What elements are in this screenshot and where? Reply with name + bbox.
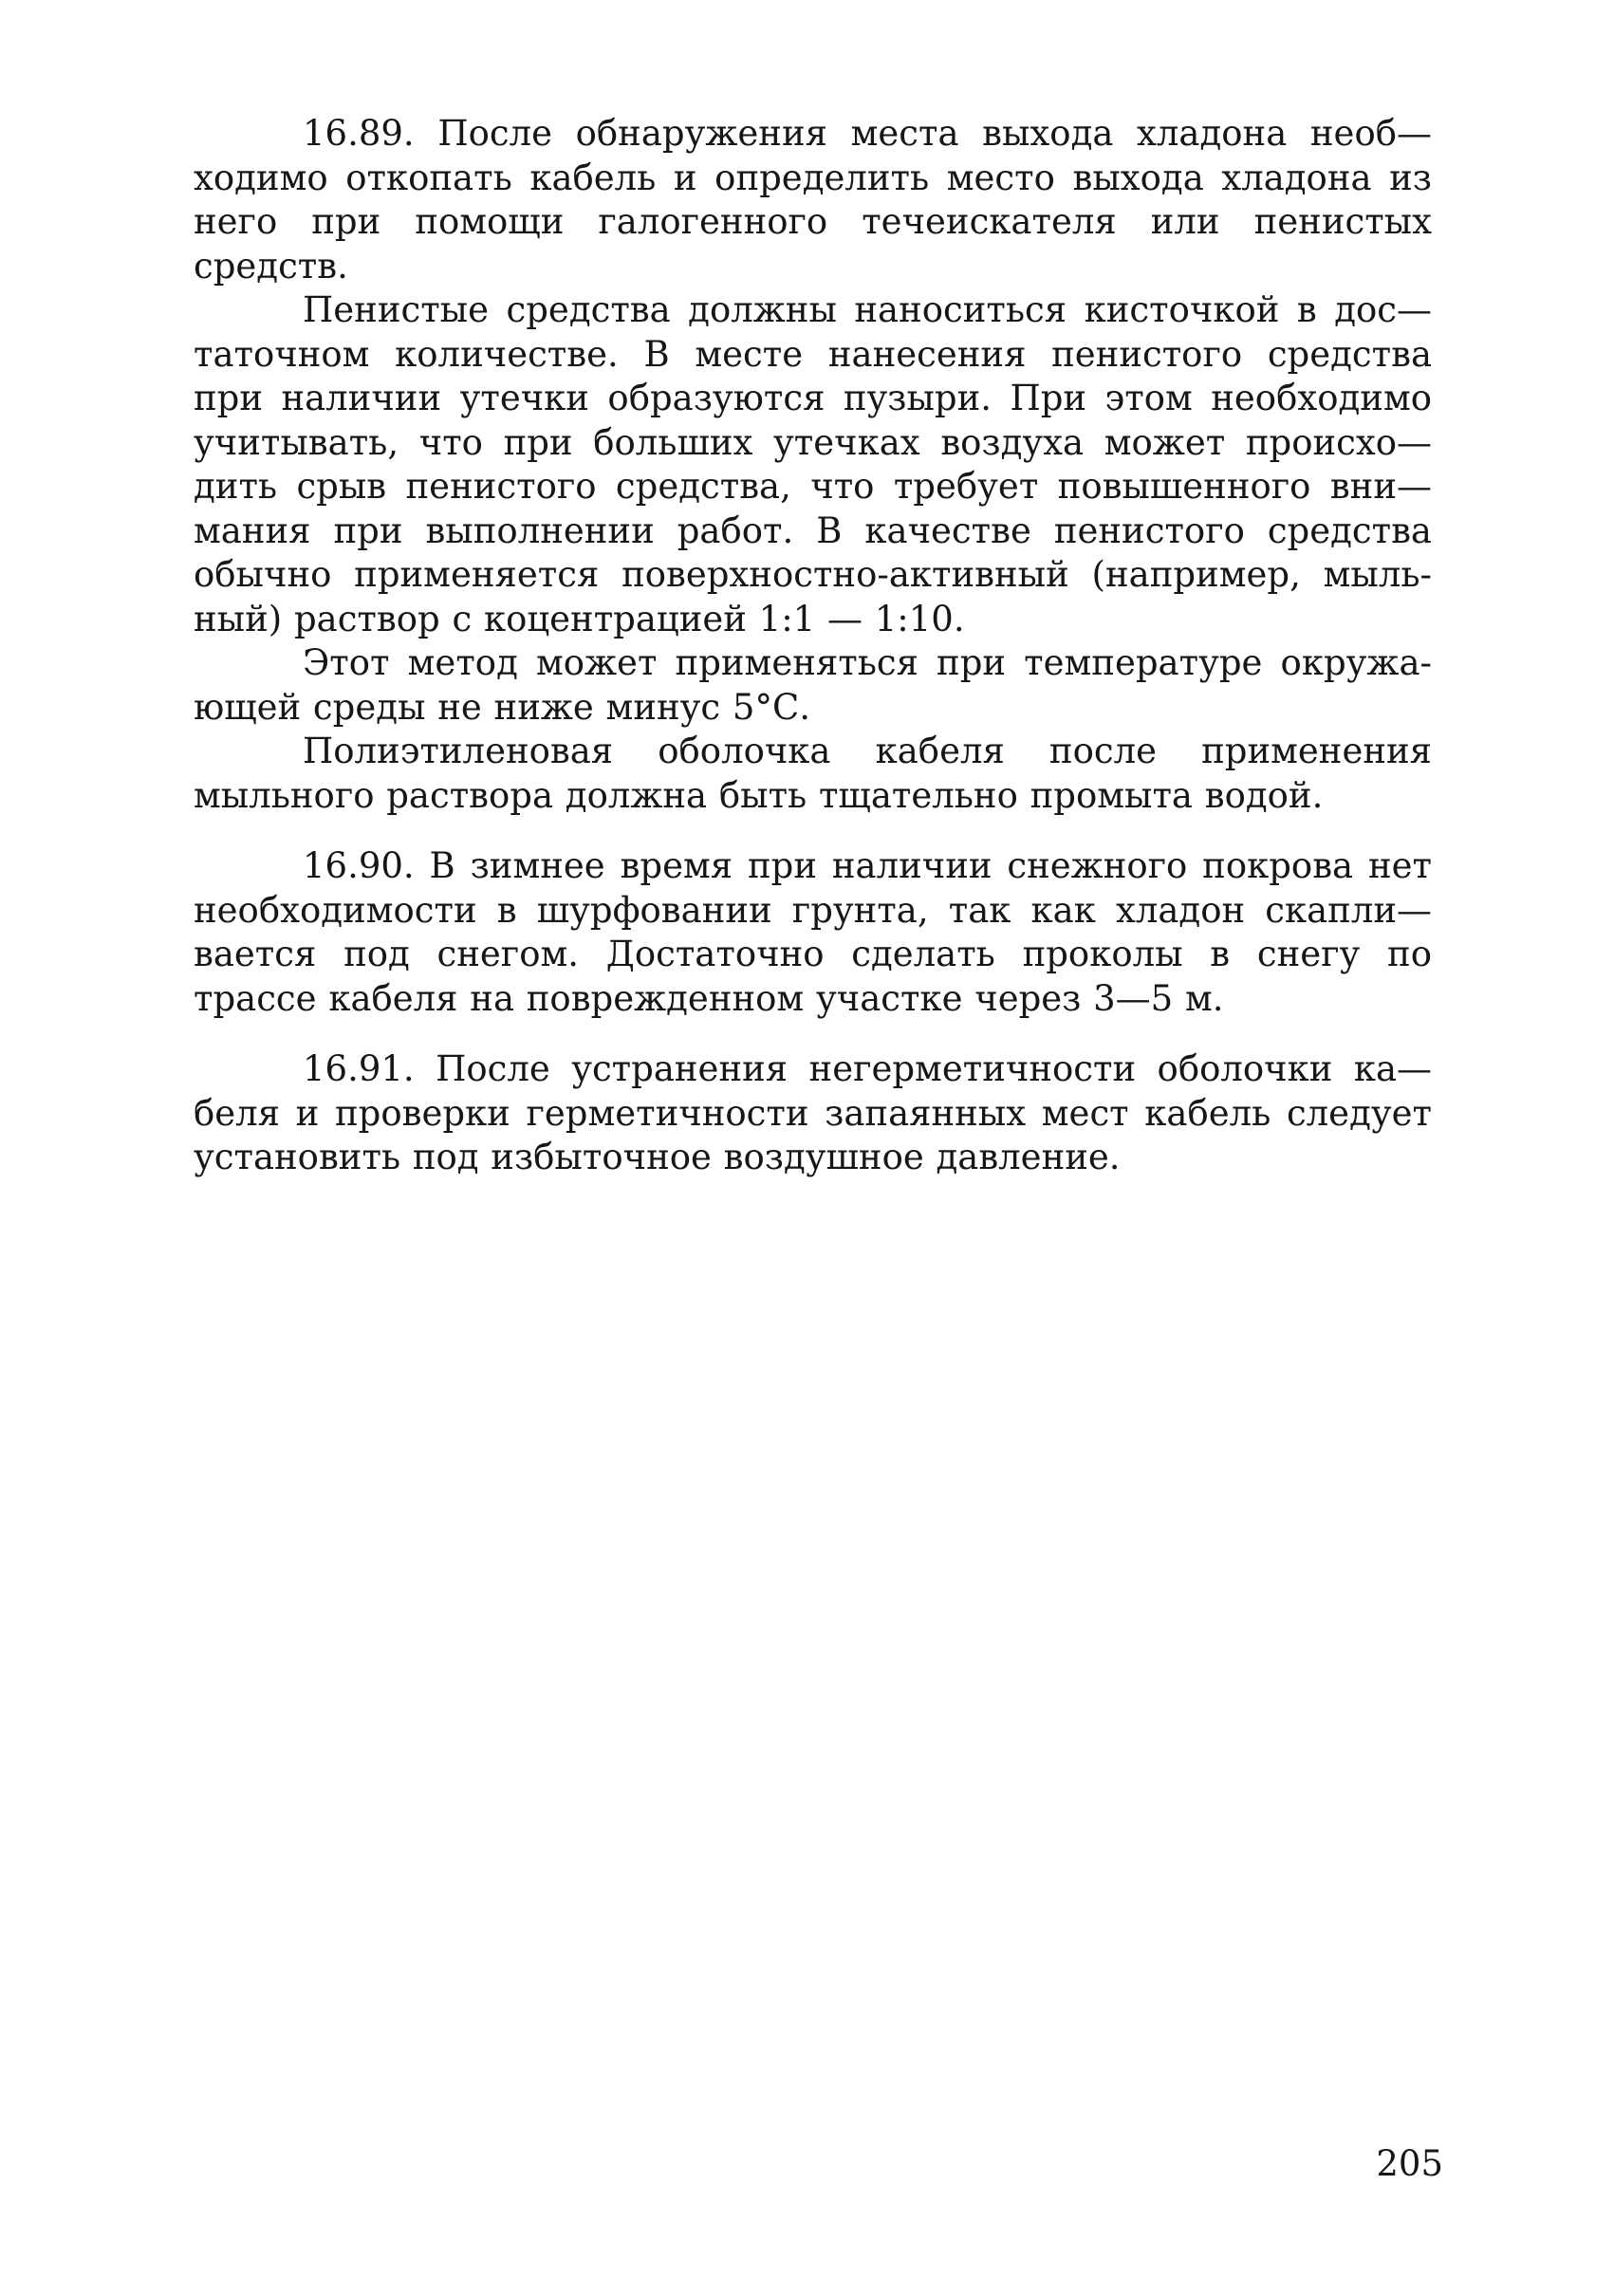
paragraph-foaming-agents: Пенистые средства должны наноситься кисточкой в дос—таточном количестве. В месте нанесения пенистого средства при наличии утечки образуются пузыри. При этом необходимо учитывать, что при больших утечках воздуха может происхо—дить срыв пенистого средства, что требует повышенного вни—мания при выполнении работ. В качестве пенистого средства обычно применяется поверхностно-активный (например, мыль-ный) раствор с коцентрацией 1:1 — 1:10. — [194, 289, 1432, 639]
page-number: 205 — [1376, 2143, 1443, 2184]
paragraph-16-91: 16.91. После устранения негерметичности оболочки ка—беля и проверки герметичности запаянных мест кабель следует установить под избыточное воздушное давление. — [194, 1048, 1432, 1177]
paragraph-temperature-limit: Этот метод может применяться при температуре окружа-ющей среды не ниже минус 5°С. — [194, 642, 1432, 728]
paragraph-16-89: 16.89. После обнаружения места выхода хладона необ—ходимо откопать кабель и определить место выхода хладона из него при помощи галогенного течеискателя или пенистых средств. — [194, 113, 1432, 287]
body-text — [194, 112, 1432, 1180]
paragraph-sheath-washing: Полиэтиленовая оболочка кабеля после применения мыльного раствора должна быть тщательно промыта водой. — [194, 731, 1432, 816]
paragraph-16-90: 16.90. В зимнее время при наличии снежного покрова нет необходимости в шурфовании грунта, так как хладон скапли—вается под снегом. Достаточно сделать проколы в снегу по трассе кабеля на поврежденном участке через 3—5 м. — [194, 845, 1432, 1019]
